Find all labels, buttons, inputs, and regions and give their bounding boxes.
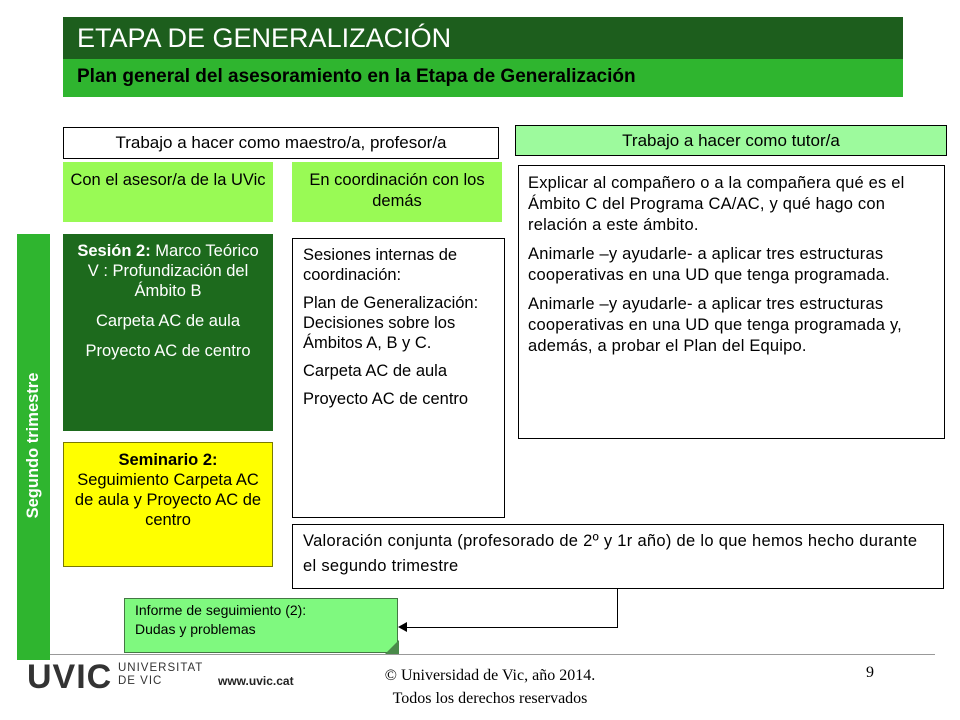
connector-horizontal <box>405 627 618 628</box>
tutor-task-1: Explicar al compañero o a la compañera qué es el Ámbito C del Programa CA/AC, y qué hago con relación a este ámbito. <box>528 174 905 234</box>
tutor-task-2: Animarle –y ayudarle- a aplicar tres estructuras cooperativas en una UD que tenga programada. <box>528 245 890 284</box>
report-line-1: Informe de seguimiento (2): <box>135 602 307 618</box>
session-item-carpeta: Carpeta AC de aula <box>95 312 240 330</box>
report-line-2: Dudas y problemas <box>135 621 256 637</box>
seminar-title <box>72 450 264 470</box>
session-2-box <box>63 234 273 431</box>
uvic-logo-subtitle <box>118 662 203 688</box>
seminar-2-box <box>63 442 273 567</box>
with-advisor-label: Con el asesor/a de la UVic <box>63 162 273 222</box>
seminar-text: Seguimiento Carpeta AC de aula y Proyecto AC de centro <box>74 471 262 529</box>
copyright-line-2: Todos los derechos reservados <box>392 690 588 707</box>
coordination-p4: Proyecto AC de centro <box>303 390 469 408</box>
in-coordination-label: En coordinación con los demás <box>292 162 502 222</box>
copyright-line-1: © Universidad de Vic, año 2014. <box>384 667 596 684</box>
footer-divider <box>50 654 935 655</box>
teacher-work-header: Trabajo a hacer como maestro/a, profesor/a <box>63 127 499 159</box>
follow-up-report-note <box>124 598 398 653</box>
tutor-tasks-box <box>518 165 945 439</box>
page-number: 9 <box>866 664 874 681</box>
coordination-box <box>292 238 505 518</box>
tutor-work-header: Trabajo a hacer como tutor/a <box>515 125 947 156</box>
joint-assessment-box: Valoración conjunta (profesorado de 2º y 1r año) de lo que hemos hecho durante el segundo trimestre <box>292 524 944 589</box>
session-title-rest: Marco Teórico V : Profundización del Ámbito B <box>87 242 259 300</box>
tutor-task-3: Animarle –y ayudarle- a aplicar tres estructuras cooperativas en una UD que tenga programada y, además, a probar el Plan del Equipo. <box>528 295 902 355</box>
note-fold-icon <box>385 640 399 654</box>
logo-line-2: DE VIC <box>118 675 163 687</box>
uvic-logo: UVIC <box>27 658 113 696</box>
arrow-left-icon <box>398 622 407 632</box>
logo-line-1: UNIVERSITAT <box>118 662 204 674</box>
coordination-p2: Plan de Generalización: Decisiones sobre los Ámbitos A, B y C. <box>303 294 479 352</box>
session-title <box>71 241 265 301</box>
copyright <box>340 664 640 710</box>
website-url: www.uvic.cat <box>218 674 294 688</box>
second-term-sidebar <box>17 234 50 660</box>
session-item-proyecto: Proyecto AC de centro <box>85 342 251 360</box>
connector-vertical <box>617 589 618 627</box>
session-title-bold: Sesión 2: <box>77 242 151 260</box>
coordination-p3: Carpeta AC de aula <box>303 362 448 380</box>
seminar-title-bold: Seminario 2: <box>118 451 218 469</box>
slide-title: ETAPA DE GENERALIZACIÓN <box>63 17 903 59</box>
slide-subtitle: Plan general del asesoramiento en la Etapa de Generalización <box>63 59 903 97</box>
second-term-label: Segundo trimestre <box>24 372 42 519</box>
coordination-p1: Sesiones internas de coordinación: <box>303 246 458 284</box>
